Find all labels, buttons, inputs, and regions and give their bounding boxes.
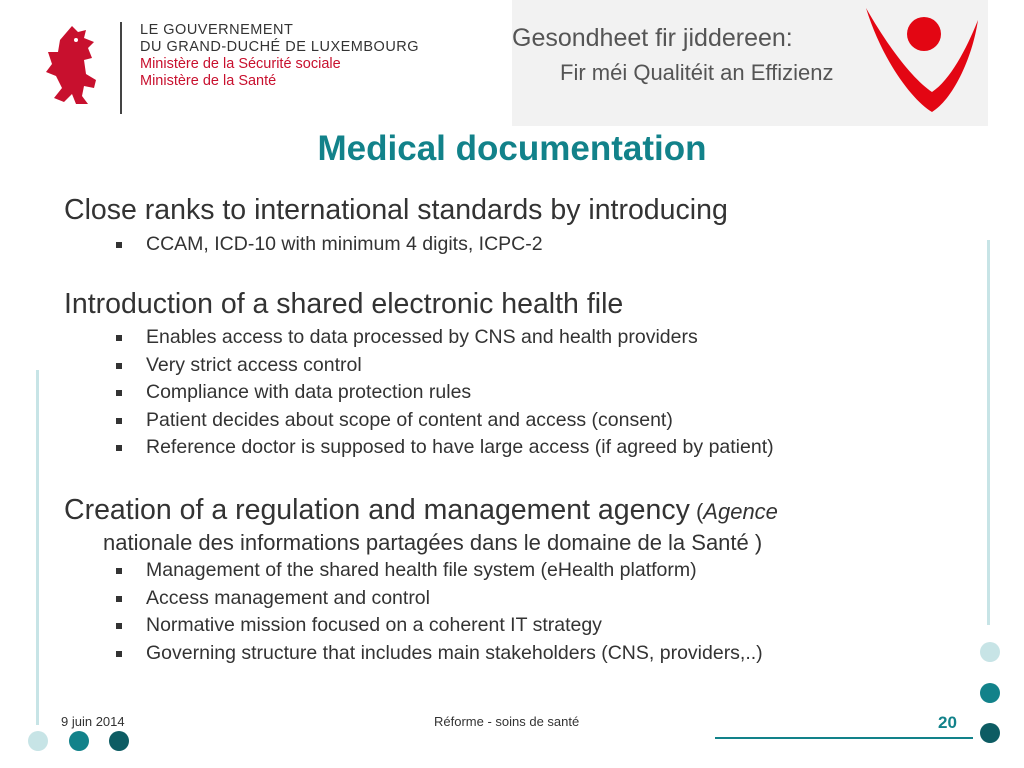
campaign-line-2: Fir méi Qualitéit an Effizienz [560, 60, 834, 85]
campaign-banner [512, 0, 988, 126]
list-item: Management of the shared health file system (eHealth platform) [146, 557, 763, 585]
decor-dot [109, 731, 129, 751]
gov-line-1: LE GOUVERNEMENT [140, 22, 294, 38]
decor-dot [980, 683, 1000, 703]
section-3-paren: ( [689, 499, 704, 524]
luxembourg-lion-logo [42, 22, 106, 108]
section-heading-2: Introduction of a shared electronic health file [64, 288, 624, 320]
footer-date: 9 juin 2014 [61, 714, 125, 729]
section-3-heading-text: Creation of a regulation and management agency [64, 494, 690, 526]
left-decor-line [36, 370, 39, 725]
list-item: Normative mission focused on a coherent IT strategy [146, 612, 763, 640]
list-item: CCAM, ICD-10 with minimum 4 digits, ICPC-2 [146, 231, 543, 259]
list-item: Very strict access control [146, 352, 774, 380]
government-name [140, 22, 419, 90]
decor-dot [980, 723, 1000, 743]
section-2-bullets [146, 324, 774, 462]
list-item: Governing structure that includes main stakeholders (CNS, providers,..) [146, 640, 763, 668]
section-3-bullets [146, 557, 763, 667]
decor-dot [28, 731, 48, 751]
section-heading-3 [64, 494, 778, 528]
right-decor-line [987, 240, 990, 625]
list-item: Reference doctor is supposed to have large access (if agreed by patient) [146, 434, 774, 462]
list-item: Compliance with data protection rules [146, 379, 774, 407]
list-item: Patient decides about scope of content and access (consent) [146, 407, 774, 435]
page-number: 20 [938, 713, 957, 732]
section-1-bullets [146, 231, 543, 259]
campaign-figure-icon [862, 0, 982, 118]
footer-title: Réforme - soins de santé [434, 714, 580, 729]
section-3-agency-name-start: Agence [703, 499, 778, 524]
slide-title: Medical documentation [317, 129, 707, 168]
campaign-line-1: Gesondheet fir jiddereen: [512, 24, 793, 52]
ministry-social-security: Ministère de la Sécurité sociale [140, 56, 341, 72]
list-item: Enables access to data processed by CNS and health providers [146, 324, 774, 352]
header-separator [120, 22, 122, 114]
section-heading-1: Close ranks to international standards by introducing [64, 194, 728, 226]
footer-decor-line [715, 737, 973, 739]
gov-line-2: DU GRAND-DUCHÉ DE LUXEMBOURG [140, 39, 420, 55]
decor-dot [980, 642, 1000, 662]
section-3-agency-name-rest: nationale des informations partagées dans le domaine de la Santé ) [103, 530, 763, 555]
list-item: Access management and control [146, 585, 763, 613]
decor-dot [69, 731, 89, 751]
ministry-health: Ministère de la Santé [140, 73, 277, 89]
